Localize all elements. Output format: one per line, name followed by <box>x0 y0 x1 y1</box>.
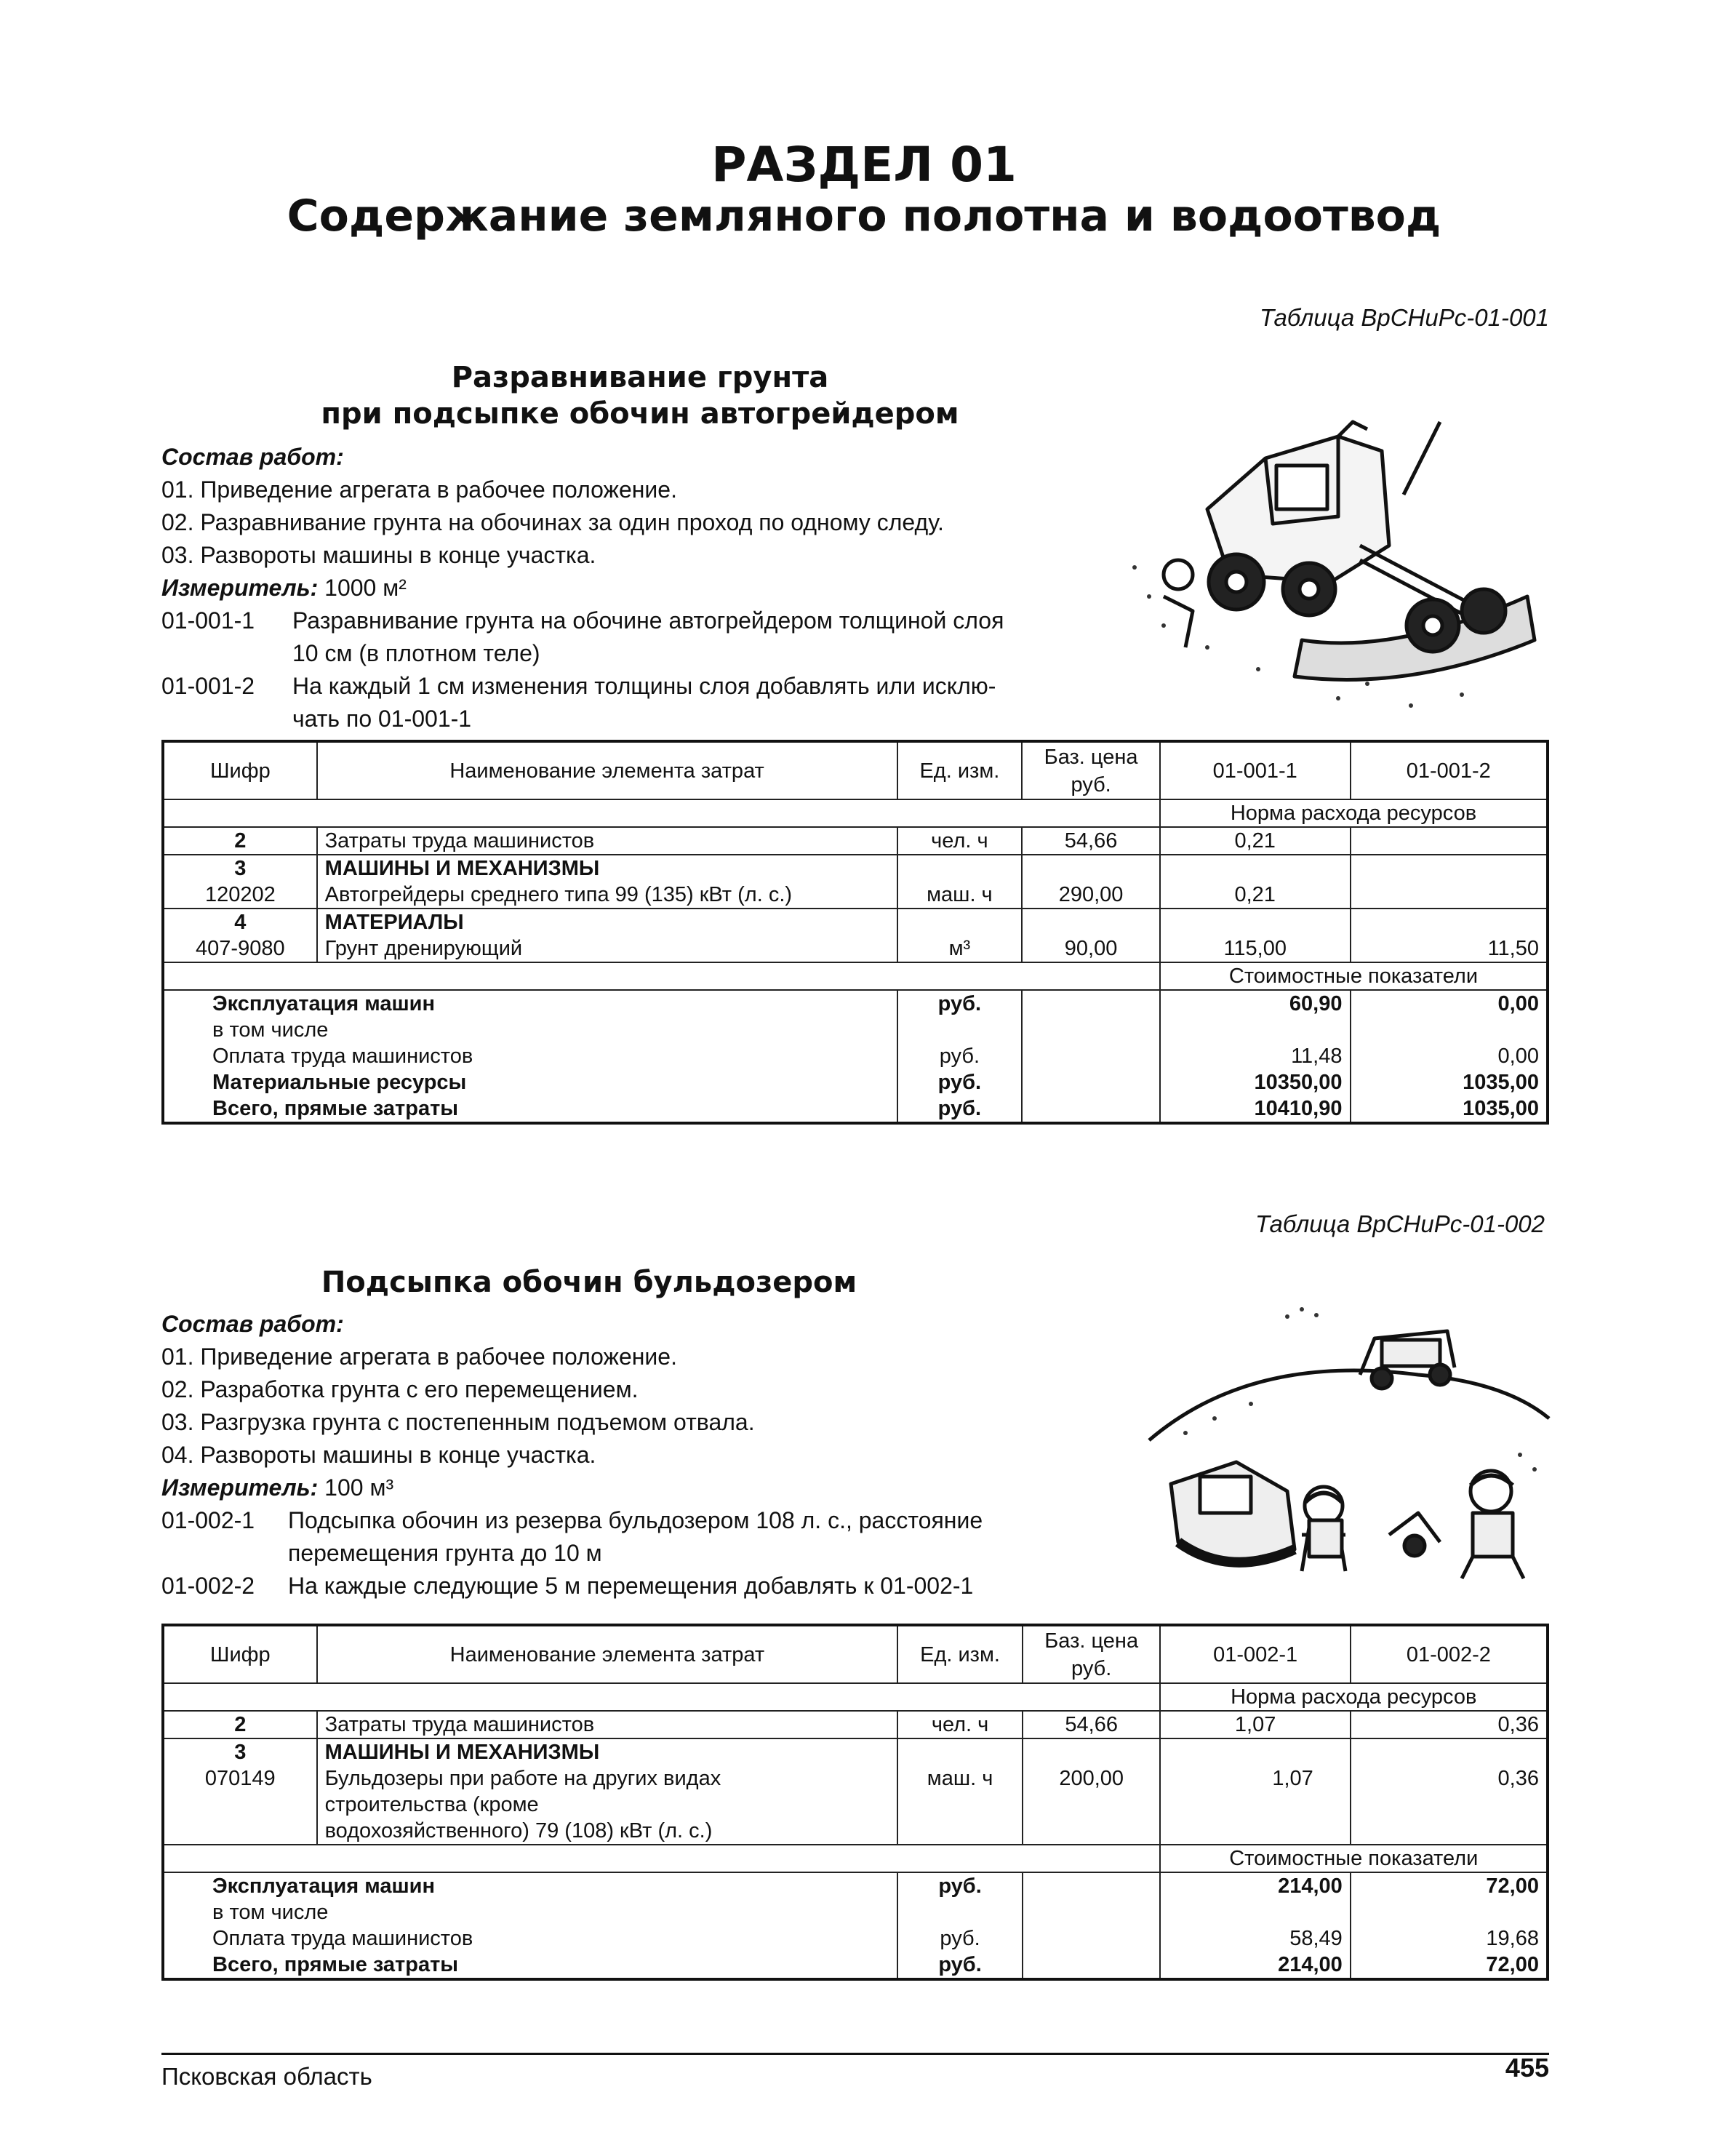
item-text: 10 см (в плотном теле) <box>292 640 540 666</box>
cost-value-1: 214,00 <box>1160 1872 1350 1899</box>
cost-value-2: 0,00 <box>1351 1043 1548 1069</box>
cost-row <box>163 1952 1548 1979</box>
works-label: Состав работ: <box>161 444 344 470</box>
band-spacer <box>163 799 1160 827</box>
page-number: 455 <box>1505 2053 1549 2083</box>
row-price: 200,00 <box>1023 1738 1161 1845</box>
table-row <box>163 909 1548 935</box>
work-item: 02. Разработка грунта с его перемещением. <box>161 1376 639 1402</box>
cost-value-2: 1035,00 <box>1351 1069 1548 1095</box>
row-price: 54,66 <box>1023 1711 1161 1738</box>
cost-row <box>163 1925 1548 1952</box>
item-row <box>161 1504 983 1537</box>
header-col2: 01-002-2 <box>1351 1625 1548 1683</box>
table-title-1 <box>0 359 1280 432</box>
cost-unit: руб. <box>897 1952 1023 1979</box>
cost-row <box>163 1017 1548 1043</box>
row-code: 2 <box>163 827 317 855</box>
row-name: МАТЕРИАЛЫ <box>317 909 897 935</box>
cost-row <box>163 1899 1548 1925</box>
header-unit: Ед. изм. <box>897 1625 1023 1683</box>
works-block-2 <box>161 1308 983 1602</box>
item-text: На каждый 1 см изменения толщины слоя добавлять или исклю- <box>292 673 996 699</box>
cost-value-1 <box>1160 1899 1350 1925</box>
work-item: 03. Развороты машины в конце участка. <box>161 542 596 568</box>
cost-value-2: 72,00 <box>1351 1952 1548 1979</box>
meter-row <box>161 572 1004 604</box>
header-name: Наименование элемента затрат <box>317 1625 898 1683</box>
row-code: 2 <box>163 1711 317 1738</box>
item-text: перемещения грунта до 10 м <box>288 1540 602 1566</box>
table-row <box>163 1738 1548 1765</box>
cost-unit <box>897 1899 1023 1925</box>
table-title-2: Подсыпка обочин бульдозером <box>321 1266 857 1299</box>
work-item: 03. Разгрузка грунта с постепенным подъемом отвала. <box>161 1409 755 1435</box>
cost-unit: руб. <box>897 990 1023 1017</box>
row-value-2: 0,36 <box>1351 1738 1548 1845</box>
table-ref-2: Таблица ВрСНиРс-01-002 <box>1255 1210 1545 1237</box>
item-text: На каждые следующие 5 м перемещения добавлять к 01-002-1 <box>288 1573 974 1599</box>
cost-row <box>163 1043 1548 1069</box>
meter-row <box>161 1472 983 1504</box>
row-value-1: 115,00 <box>1160 909 1351 962</box>
row-unit: маш. ч <box>897 1738 1023 1845</box>
cost-name: Оплата труда машинистов <box>163 1925 897 1952</box>
cost-name: в том числе <box>163 1899 897 1925</box>
item-row <box>161 670 1004 703</box>
resource-table-1 <box>161 740 1549 1125</box>
table-row <box>163 827 1548 855</box>
row-name: МАШИНЫ И МЕХАНИЗМЫ <box>317 1738 898 1765</box>
header-col1: 01-002-1 <box>1160 1625 1350 1683</box>
work-item: 01. Приведение агрегата в рабочее положение. <box>161 476 677 503</box>
header-col1: 01-001-1 <box>1160 741 1351 799</box>
row-code: 407-9080 <box>163 935 317 962</box>
meter-value: 100 м³ <box>324 1474 394 1501</box>
works-block-1 <box>161 441 1004 735</box>
work-item: 04. Развороты машины в конце участка. <box>161 1442 596 1468</box>
cost-unit: руб. <box>897 1043 1023 1069</box>
meter-value: 1000 м² <box>324 575 407 601</box>
header-unit: Ед. изм. <box>897 741 1023 799</box>
cost-unit: руб. <box>897 1095 1023 1123</box>
band-norms: Норма расхода ресурсов <box>1160 1683 1548 1711</box>
cost-value-2: 0,00 <box>1351 990 1548 1017</box>
meter-label: Измеритель: <box>161 575 319 601</box>
row-name: Автогрейдеры среднего типа 99 (135) кВт (л. с.) <box>317 882 897 909</box>
band-norms: Норма расхода ресурсов <box>1160 799 1548 827</box>
header-col2: 01-001-2 <box>1351 741 1548 799</box>
cost-row <box>163 1095 1548 1123</box>
row-code: 070149 <box>163 1765 317 1845</box>
table-ref-1: Таблица ВрСНиРс-01-001 <box>1260 304 1549 331</box>
item-row <box>161 1570 983 1602</box>
row-value-2: 0,36 <box>1351 1711 1548 1738</box>
item-row-cont <box>161 1537 983 1570</box>
row-unit: м³ <box>897 909 1023 962</box>
row-value-2: 11,50 <box>1351 909 1548 962</box>
header-code: Шифр <box>163 741 317 799</box>
cost-value-1: 58,49 <box>1160 1925 1350 1952</box>
cost-value-2: 1035,00 <box>1351 1095 1548 1123</box>
cost-value-1: 214,00 <box>1160 1952 1350 1979</box>
header-name: Наименование элемента затрат <box>317 741 897 799</box>
item-text: Подсыпка обочин из резерва бульдозером 108 л. с., расстояние <box>288 1507 983 1533</box>
table-row <box>163 1711 1548 1738</box>
band-spacer <box>163 1845 1160 1872</box>
band-row <box>163 962 1548 990</box>
table-row <box>163 855 1548 882</box>
cost-name: Материальные ресурсы <box>163 1069 897 1095</box>
table-title-1-line1: Разравнивание грунта <box>451 361 829 394</box>
cost-name: Эксплуатация машин <box>163 1872 897 1899</box>
item-code: 01-002-2 <box>161 1573 255 1599</box>
row-value-1: 1,07 <box>1160 1711 1350 1738</box>
cost-name: Всего, прямые затраты <box>163 1095 897 1123</box>
header-price: Баз. цена руб. <box>1022 741 1160 799</box>
table-title-1-line2: при подсыпке обочин автогрейдером <box>321 397 959 431</box>
cost-value-1: 60,90 <box>1160 990 1351 1017</box>
cost-value-2 <box>1351 1899 1548 1925</box>
row-code: 3 <box>163 1738 317 1765</box>
cost-unit: руб. <box>897 1925 1023 1952</box>
footer-divider <box>161 2053 1549 2055</box>
band-spacer <box>163 1683 1160 1711</box>
cost-value-1 <box>1160 1017 1351 1043</box>
row-price: 290,00 <box>1022 855 1160 909</box>
item-code-spacer <box>161 637 292 670</box>
work-item: 01. Приведение агрегата в рабочее положение. <box>161 1343 677 1370</box>
row-unit: чел. ч <box>897 1711 1023 1738</box>
row-unit: маш. ч <box>897 855 1023 909</box>
item-row <box>161 604 1004 637</box>
row-unit: чел. ч <box>897 827 1023 855</box>
table-header-row <box>163 1625 1548 1683</box>
item-code: 01-001-1 <box>161 607 255 634</box>
row-name: МАШИНЫ И МЕХАНИЗМЫ <box>317 855 897 882</box>
item-row-cont <box>161 703 1004 735</box>
cost-name: Эксплуатация машин <box>163 990 897 1017</box>
row-value-1: 0,21 <box>1160 827 1351 855</box>
cost-value-1: 10410,90 <box>1160 1095 1351 1123</box>
row-code: 3 <box>163 855 317 882</box>
footer-region: Псковская область <box>161 2063 372 2090</box>
band-costs: Стоимостные показатели <box>1160 1845 1548 1872</box>
band-row <box>163 799 1548 827</box>
cost-row <box>163 1069 1548 1095</box>
band-costs: Стоимостные показатели <box>1160 962 1548 990</box>
item-text: Разравнивание грунта на обочине автогрейдером толщиной слоя <box>292 607 1004 634</box>
row-value-2 <box>1351 855 1548 909</box>
cost-value-2: 19,68 <box>1351 1925 1548 1952</box>
row-name: Затраты труда машинистов <box>317 827 897 855</box>
row-value-2 <box>1351 827 1548 855</box>
cost-value-1: 10350,00 <box>1160 1069 1351 1095</box>
cost-unit: руб. <box>897 1069 1023 1095</box>
row-name: Затраты труда машинистов <box>317 1711 898 1738</box>
row-price: 54,66 <box>1022 827 1160 855</box>
cost-price-empty <box>1023 1872 1161 1979</box>
cost-value-2 <box>1351 1017 1548 1043</box>
section-title: РАЗДЕЛ 01 <box>711 137 1017 193</box>
meter-label: Измеритель: <box>161 1474 319 1501</box>
cost-name: в том числе <box>163 1017 897 1043</box>
work-item: 02. Разравнивание грунта на обочинах за один проход по одному следу. <box>161 509 944 535</box>
cost-price-empty <box>1022 990 1160 1123</box>
item-code: 01-002-1 <box>161 1507 255 1533</box>
row-value-1: 0,21 <box>1160 855 1351 909</box>
cost-name: Оплата труда машинистов <box>163 1043 897 1069</box>
cost-row <box>163 990 1548 1017</box>
cost-name: Всего, прямые затраты <box>163 1952 897 1979</box>
header-price: Баз. цена руб. <box>1023 1625 1161 1683</box>
row-value-1: 1,07 <box>1160 1738 1350 1845</box>
row-name: Грунт дренирующий <box>317 935 897 962</box>
cost-value-2: 72,00 <box>1351 1872 1548 1899</box>
item-code-spacer <box>161 1537 288 1570</box>
works-label: Состав работ: <box>161 1311 344 1337</box>
band-row <box>163 1845 1548 1872</box>
item-row-cont <box>161 637 1004 670</box>
cost-unit <box>897 1017 1023 1043</box>
cost-row <box>163 1872 1548 1899</box>
table-header-row <box>163 741 1548 799</box>
band-spacer <box>163 962 1160 990</box>
row-code: 120202 <box>163 882 317 909</box>
row-price: 90,00 <box>1022 909 1160 962</box>
row-code: 4 <box>163 909 317 935</box>
grader-illustration <box>1120 407 1549 720</box>
cost-value-1: 11,48 <box>1160 1043 1351 1069</box>
cost-unit: руб. <box>897 1872 1023 1899</box>
resource-table-2 <box>161 1624 1549 1981</box>
bulldozer-illustration <box>1142 1295 1556 1586</box>
item-code-spacer <box>161 703 292 735</box>
header-code: Шифр <box>163 1625 317 1683</box>
section-subtitle: Содержание земляного полотна и водоотвод <box>287 191 1441 241</box>
band-row <box>163 1683 1548 1711</box>
item-text: чать по 01-001-1 <box>292 706 472 732</box>
row-name: Бульдозеры при работе на других видах строительства (кроме водохозяйственного) 79 (108) кВт (л. с.) <box>317 1765 898 1845</box>
item-code: 01-001-2 <box>161 673 255 699</box>
